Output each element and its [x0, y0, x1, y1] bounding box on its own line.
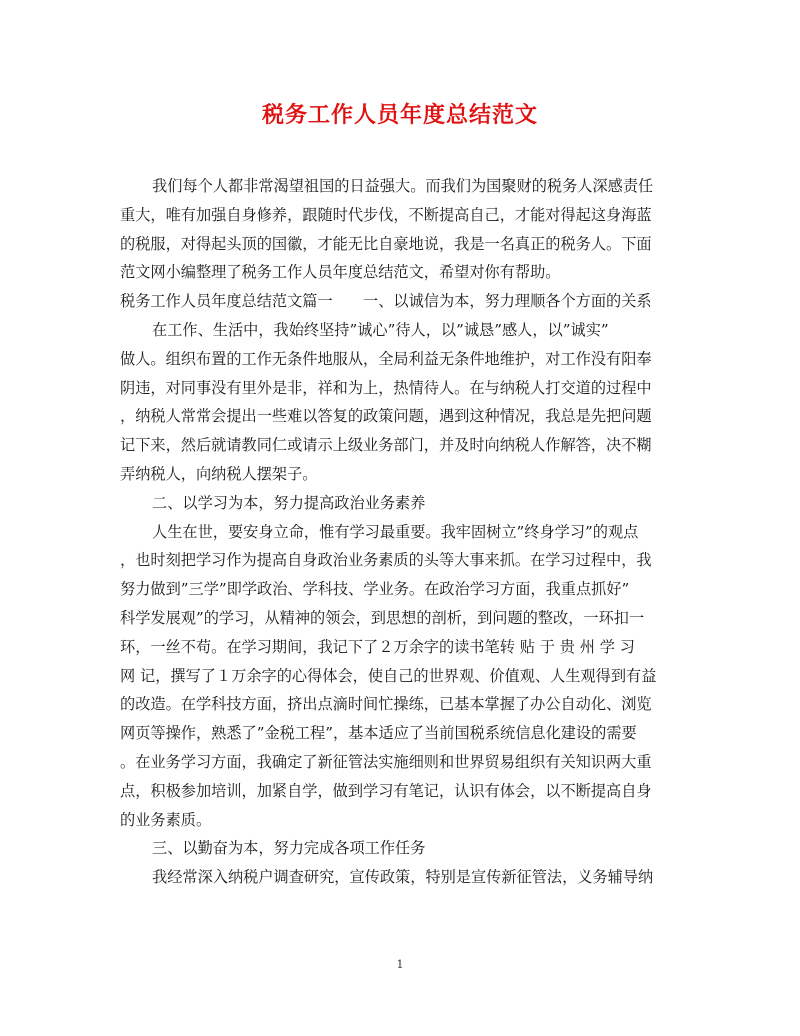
text-line: 记下来，然后就请教同仁或请示上级业务部门，并及时向纳税人作解答，决不糊	[120, 436, 652, 455]
text-line: 网页等操作，熟悉了”金税工程”，基本适应了当前国税系统信息化建设的需要	[120, 724, 637, 743]
text-line: 人生在世，要安身立命，惟有学习最重要。我牢固树立”终身学习”的观点	[152, 522, 639, 541]
text-line: 弄纳税人，向纳税人摆架子。	[120, 464, 318, 483]
text-line: 阴违，对同事没有里外是非，祥和为上，热情待人。在与纳税人打交道的过程中	[120, 378, 652, 397]
text-line: 重大，唯有加强自身修养，跟随时代步伐，不断提高自己，才能对得起这身海蓝	[120, 205, 652, 224]
text-line: 点，积极参加培训，加紧自学，做到学习有笔记，认识有体会，以不断提高自身	[120, 781, 652, 800]
document-body	[120, 172, 680, 892]
text-line: 的改造。在学科技方面，挤出点滴时间忙操练，已基本掌握了办公自动化、浏览	[120, 695, 652, 714]
text-line: 税务工作人员年度总结范文篇一 一、以诚信为本，努力理顺各个方面的关系	[120, 292, 652, 311]
text-line: 做人。组织布置的工作无条件地服从，全局利益无条件地维护，对工作没有阳奉	[120, 349, 652, 368]
text-line: ，纳税人常常会提出一些难以答复的政策问题，遇到这种情况，我总是先把问题	[120, 407, 652, 426]
text-line: 的税服，对得起头顶的国徽，才能无比自豪地说，我是一名真正的税务人。下面	[120, 234, 652, 253]
text-line: 网 记，撰写了１万余字的心得体会，使自己的世界观、价值观、人生观得到有益	[120, 666, 657, 685]
text-line: 环，一丝不苟。在学习期间，我记下了２万余字的读书笔转 贴 于 贵 州 学 习	[120, 637, 635, 656]
text-line: 在工作、生活中，我始终坚持”诚心”待人，以”诚恳”感人，以”诚实”	[152, 320, 609, 339]
text-line: 的业务素质。	[120, 810, 212, 829]
text-line: 努力做到”三学”即学政治、学科技、学业务。在政治学习方面，我重点抓好”	[120, 580, 630, 599]
text-line: ，也时刻把学习作为提高自身政治业务素质的头等大事来抓。在学习过程中，我	[120, 551, 652, 570]
text-line: 三、以勤奋为本，努力完成各项工作任务	[152, 839, 426, 858]
text-line: 二、以学习为本，努力提高政治业务素养	[152, 493, 426, 512]
text-line: 范文网小编整理了税务工作人员年度总结范文，希望对你有帮助。	[120, 263, 561, 282]
text-line: 。在业务学习方面，我确定了新征管法实施细则和世界贸易组织有关知识两大重	[120, 752, 652, 771]
document-title: 税务工作人员年度总结范文	[261, 102, 538, 128]
page-number: 1	[396, 958, 404, 971]
text-line: 科学发展观”的学习，从精神的领会，到思想的剖析，到问题的整改，一环扣一	[120, 608, 645, 627]
text-line: 我们每个人都非常渴望祖国的日益强大。而我们为国聚财的税务人深感责任	[152, 177, 654, 195]
text-line: 我经常深入纳税户调查研究，宣传政策，特别是宣传新征管法，义务辅导纳	[152, 868, 654, 887]
